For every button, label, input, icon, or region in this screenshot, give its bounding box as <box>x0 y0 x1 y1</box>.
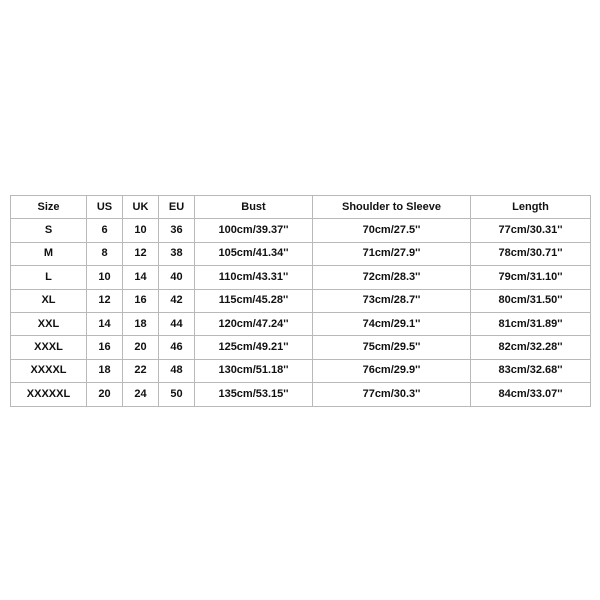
column-header: Size <box>11 196 87 219</box>
uk-cell: 18 <box>123 312 159 335</box>
table-row <box>11 312 591 335</box>
size-cell: S <box>11 219 87 242</box>
us-cell: 16 <box>87 336 123 359</box>
bust-cell: 130cm/51.18'' <box>195 359 313 382</box>
table-row <box>11 359 591 382</box>
bust-cell: 135cm/53.15'' <box>195 383 313 406</box>
table-row <box>11 266 591 289</box>
uk-cell: 16 <box>123 289 159 312</box>
eu-cell: 36 <box>159 219 195 242</box>
shoulder-to-sleeve-cell: 72cm/28.3'' <box>313 266 471 289</box>
column-header: EU <box>159 196 195 219</box>
bust-cell: 125cm/49.21'' <box>195 336 313 359</box>
size-cell: XXL <box>11 312 87 335</box>
us-cell: 10 <box>87 266 123 289</box>
size-cell: XXXL <box>11 336 87 359</box>
size-chart <box>10 195 590 407</box>
uk-cell: 14 <box>123 266 159 289</box>
length-cell: 84cm/33.07'' <box>471 383 591 406</box>
us-cell: 20 <box>87 383 123 406</box>
length-cell: 81cm/31.89'' <box>471 312 591 335</box>
column-header: Shoulder to Sleeve <box>313 196 471 219</box>
eu-cell: 46 <box>159 336 195 359</box>
table-row <box>11 219 591 242</box>
bust-cell: 120cm/47.24'' <box>195 312 313 335</box>
column-header: US <box>87 196 123 219</box>
us-cell: 14 <box>87 312 123 335</box>
length-cell: 77cm/30.31'' <box>471 219 591 242</box>
size-cell: L <box>11 266 87 289</box>
column-header: Bust <box>195 196 313 219</box>
eu-cell: 42 <box>159 289 195 312</box>
us-cell: 6 <box>87 219 123 242</box>
us-cell: 18 <box>87 359 123 382</box>
bust-cell: 110cm/43.31'' <box>195 266 313 289</box>
us-cell: 12 <box>87 289 123 312</box>
uk-cell: 22 <box>123 359 159 382</box>
eu-cell: 44 <box>159 312 195 335</box>
column-header: Length <box>471 196 591 219</box>
uk-cell: 10 <box>123 219 159 242</box>
shoulder-to-sleeve-cell: 70cm/27.5'' <box>313 219 471 242</box>
length-cell: 80cm/31.50'' <box>471 289 591 312</box>
bust-cell: 100cm/39.37'' <box>195 219 313 242</box>
shoulder-to-sleeve-cell: 73cm/28.7'' <box>313 289 471 312</box>
length-cell: 78cm/30.71'' <box>471 242 591 265</box>
table-row <box>11 336 591 359</box>
length-cell: 82cm/32.28'' <box>471 336 591 359</box>
size-cell: XL <box>11 289 87 312</box>
bust-cell: 105cm/41.34'' <box>195 242 313 265</box>
eu-cell: 38 <box>159 242 195 265</box>
eu-cell: 48 <box>159 359 195 382</box>
header-row <box>11 196 591 219</box>
shoulder-to-sleeve-cell: 77cm/30.3'' <box>313 383 471 406</box>
shoulder-to-sleeve-cell: 76cm/29.9'' <box>313 359 471 382</box>
table-row <box>11 289 591 312</box>
eu-cell: 50 <box>159 383 195 406</box>
size-cell: XXXXL <box>11 359 87 382</box>
size-cell: XXXXXL <box>11 383 87 406</box>
length-cell: 83cm/32.68'' <box>471 359 591 382</box>
uk-cell: 24 <box>123 383 159 406</box>
uk-cell: 12 <box>123 242 159 265</box>
column-header: UK <box>123 196 159 219</box>
bust-cell: 115cm/45.28'' <box>195 289 313 312</box>
us-cell: 8 <box>87 242 123 265</box>
shoulder-to-sleeve-cell: 74cm/29.1'' <box>313 312 471 335</box>
table-row <box>11 242 591 265</box>
length-cell: 79cm/31.10'' <box>471 266 591 289</box>
shoulder-to-sleeve-cell: 71cm/27.9'' <box>313 242 471 265</box>
eu-cell: 40 <box>159 266 195 289</box>
table-row <box>11 383 591 406</box>
size-cell: M <box>11 242 87 265</box>
uk-cell: 20 <box>123 336 159 359</box>
shoulder-to-sleeve-cell: 75cm/29.5'' <box>313 336 471 359</box>
size-chart-table <box>10 195 591 407</box>
